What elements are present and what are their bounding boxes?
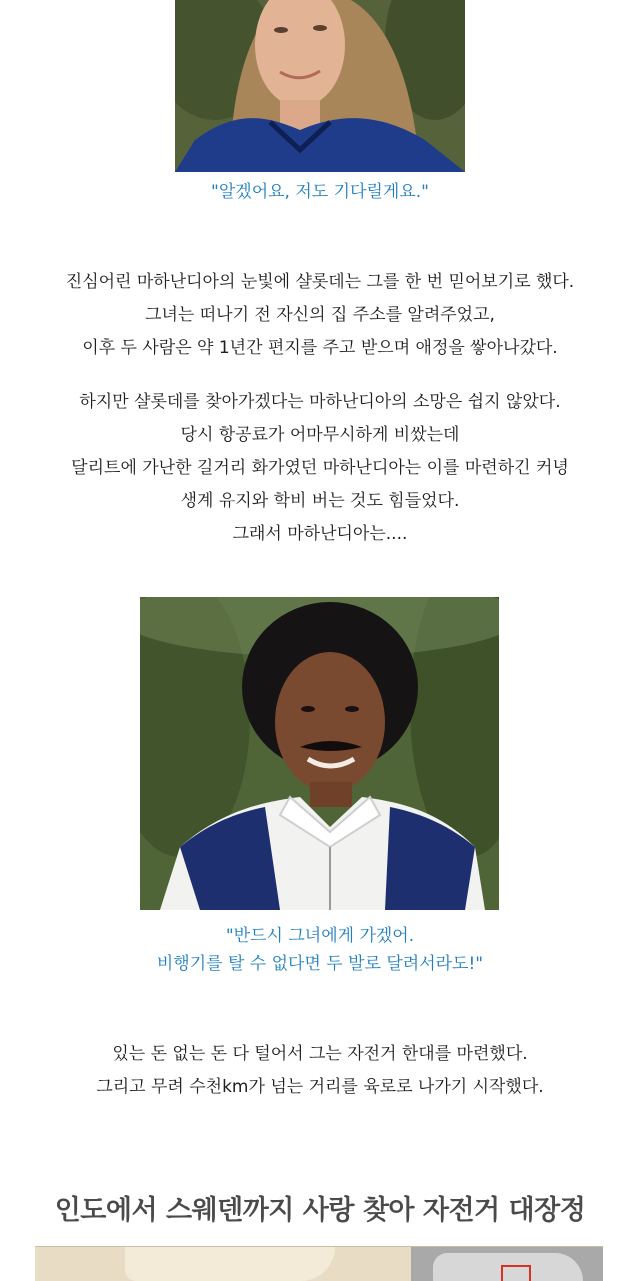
man-quote-caption [0,922,640,978]
man-photo-illustration [140,597,499,910]
woman-quote-text: "알겠어요, 저도 기다릴게요." [211,182,429,202]
man-quote-line: 비행기를 탈 수 없다면 두 발로 달려서라도!" [156,954,484,974]
map-land [125,1247,335,1281]
story-paragraph-3 [0,1038,640,1104]
paragraph-line: 달리트에 가난한 길거리 화가였던 마하난디아는 이를 마련하긴 커녕 [71,458,569,478]
paragraph-line: 그녀는 떠나기 전 자신의 집 주소를 알려주었고, [145,305,495,325]
route-map [35,1246,603,1281]
paragraph-line: 그래서 마하난디아는.... [232,524,408,544]
paragraph-line: 당시 항공료가 어마무시하게 비쌌는데 [180,425,460,445]
paragraph-line: 하지만 샬롯데를 찾아가겠다는 마하난디아의 소망은 쉽지 않았다. [79,392,561,412]
map-inset-highlight [501,1265,531,1281]
woman-photo [175,0,465,172]
paragraph-line: 진심어린 마하난디아의 눈빛에 샬롯데는 그를 한 번 믿어보기로 했다. [65,272,575,292]
paragraph-line: 그리고 무려 수천km가 넘는 거리를 육로로 나가기 시작했다. [96,1077,544,1097]
woman-quote-caption [0,178,640,206]
map-title: 인도에서 스웨덴까지 사랑 찾아 자전거 대장정 [54,1195,586,1226]
man-photo [140,597,499,910]
man-quote-line: "반드시 그녀에게 가겠어. [225,926,415,946]
woman-photo-illustration [175,0,465,172]
paragraph-line: 있는 돈 없는 돈 다 털어서 그는 자전거 한대를 마련했다. [112,1044,528,1064]
paragraph-line: 생계 유지와 학비 버는 것도 힘들었다. [180,491,460,511]
story-paragraph-1 [0,266,640,365]
paragraph-line: 이후 두 사람은 약 1년간 편지를 주고 받으며 애정을 쌓아나갔다. [82,338,558,358]
story-paragraph-2 [0,386,640,551]
